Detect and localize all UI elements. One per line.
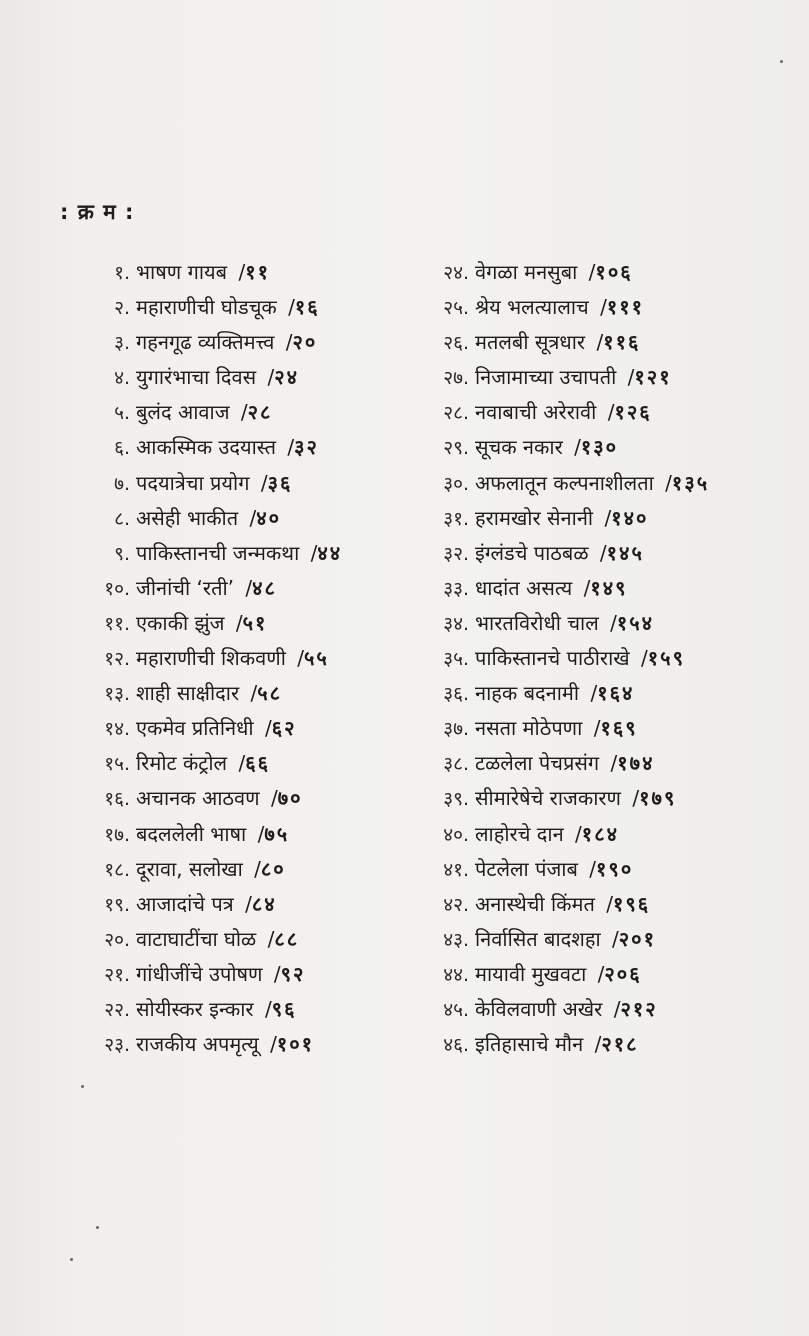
page-separator: / [575,821,582,846]
page-separator: / [270,786,278,811]
chapter-page-number: १७४ [617,751,655,776]
chapter-page-number: १७९ [639,786,677,811]
chapter-page-number: २१२ [620,996,658,1021]
chapter-number: १२. [104,648,130,671]
chapter-title: एकमेव प्रतिनिधी [136,716,254,741]
chapter-number: ३४. [443,612,469,635]
page-separator: / [612,926,619,951]
page-separator: / [254,856,261,881]
contents-entry [77,746,342,781]
chapter-title: राजकीय अपमृत्यू [136,1032,259,1057]
contents-entry [416,255,709,290]
page-separator: / [310,540,318,565]
contents-entry [416,781,709,816]
chapter-number: ४६. [443,1034,469,1057]
chapter-title: इतिहासाचे मौन [475,1032,584,1057]
contents-entry [416,571,709,606]
contents-entry [416,852,709,887]
page-separator: / [249,505,257,530]
page-separator: / [593,716,601,741]
contents-entry [416,395,709,430]
chapter-page-number: १६९ [600,716,638,741]
chapter-title: श्रेय भलत्यालाच [475,295,589,320]
chapter-number: ७. [114,472,130,495]
contents-entry [77,817,342,852]
chapter-number: ३०. [443,472,469,495]
chapter-title: निजामाच्या उचापती [475,365,617,390]
chapter-title: गांधीजींचे उपोषण [136,961,263,986]
chapter-number: ३१. [443,507,469,530]
contents-entry [77,430,342,465]
chapter-number: ४३. [443,928,469,951]
chapter-number: ३९. [443,788,469,811]
contents-heading: : क्र म : [60,200,135,224]
chapter-number: १९. [104,893,130,916]
contents-entry [77,606,342,641]
chapter-number: २३. [104,1034,130,1057]
contents-entry [77,641,342,676]
contents-list-left [77,255,342,1062]
chapter-number: ६. [114,437,130,460]
chapter-page-number: १०१ [276,1032,315,1057]
chapter-title: मायावी मुखवटा [475,961,587,986]
contents-entry [416,606,709,641]
chapter-title: दूरावा, सलोखा [136,856,243,881]
page-separator: / [597,961,605,986]
chapter-page-number: ३२ [294,435,319,460]
chapter-title: सोयीस्कर इन्कार [136,996,254,1021]
chapter-number: ४२. [443,893,469,916]
chapter-title: पेटलेला पंजाब [475,856,578,881]
chapter-title: मतलबी सूत्रधार [475,330,586,355]
paper-speck [96,1226,99,1229]
chapter-page-number: १९० [596,856,634,881]
contents-entry [416,430,709,465]
chapter-number: ८. [114,507,130,530]
chapter-title: पाकिस्तानची जन्मकथा [136,540,300,565]
chapter-page-number: ८८ [274,926,300,951]
page-separator: / [240,400,248,425]
chapter-number: २१. [104,963,130,986]
page-separator: / [257,821,265,846]
chapter-number: ३२. [443,542,469,565]
page-separator: / [297,646,305,671]
chapter-title: बुलंद आवाज [136,400,230,425]
chapter-title: नवाबाची अरेरावी [475,400,597,425]
chapter-title: रिमोट कंट्रोल [136,751,228,776]
chapter-page-number: ६६ [245,751,271,776]
chapter-title: नाहक बदनामी [475,681,580,706]
chapter-page-number: ३६ [267,470,293,495]
chapter-number: ४५. [443,998,469,1021]
contents-entry [416,887,709,922]
chapter-page-number: १३० [580,435,619,460]
chapter-page-number: १९६ [612,891,651,916]
chapter-title: हरामखोर सेनानी [475,505,594,530]
contents-entry [77,711,342,746]
page-separator: / [665,470,672,495]
chapter-title: भारतविरोधी चाल [475,610,599,635]
contents-entry [77,536,342,571]
contents-entry [416,676,709,711]
chapter-title: पदयात्रेचा प्रयोग [136,470,250,495]
chapter-title: शाही साक्षीदार [136,681,240,706]
page-separator: / [238,751,246,776]
chapter-page-number: ११६ [603,330,641,355]
chapter-page-number: २० [292,330,318,355]
page-separator: / [245,891,252,916]
chapter-page-number: ११ [245,260,270,284]
chapter-page-number: २०६ [604,961,642,986]
chapter-page-number: १५९ [647,646,685,671]
chapter-title: निर्वासित बादशहा [475,926,601,951]
chapter-title: पाकिस्तानचे पाठीराखे [475,646,630,671]
page-separator: / [285,330,293,355]
chapter-page-number: ८४ [251,891,277,916]
chapter-title: इंग्लंडचे पाठबळ [475,540,589,565]
page-separator: / [287,435,295,460]
contents-entry [416,746,709,781]
contents-entry [416,711,709,746]
chapter-page-number: १११ [606,295,645,320]
contents-entry [77,571,342,606]
contents-entry [77,852,342,887]
chapter-title: सूचक नकार [475,435,563,460]
contents-entry [77,501,342,536]
page-separator: / [574,435,581,460]
chapter-title: आकस्मिक उदयास्त [136,435,276,460]
chapter-number: २२. [104,998,130,1021]
chapter-number: २. [114,297,130,320]
chapter-title: आजादांचे पत्र [136,891,234,916]
contents-entry [77,676,342,711]
chapter-title: केविलवाणी अखेर [475,996,603,1021]
chapter-page-number: २८ [247,400,273,425]
chapter-title: बदललेली भाषा [136,821,247,846]
chapter-title: सीमारेषेचे राजकारण [475,786,622,811]
chapter-page-number: ७५ [264,821,290,846]
page-separator: / [589,856,597,881]
chapter-number: ३. [114,332,130,355]
chapter-title: वाटाघाटींचा घोळ [136,926,257,951]
chapter-number: ५. [114,402,130,425]
contents-entry [77,781,342,816]
page-separator: / [590,681,598,706]
page-separator: / [288,295,295,320]
page-separator: / [238,260,246,284]
contents-entry [416,536,709,571]
page-separator: / [606,891,613,916]
contents-entry [416,992,709,1027]
page-separator: / [607,400,615,425]
page-separator: / [583,575,591,600]
chapter-number: १०. [104,577,130,600]
chapter-page-number: १५४ [616,610,655,635]
chapter-title: जीनांची ‘रती’ [136,575,235,600]
chapter-number: २०. [104,928,130,951]
chapter-page-number: ९६ [271,996,297,1021]
page-separator: / [610,610,617,635]
chapter-number: ४. [114,367,130,390]
contents-entry [77,466,342,501]
contents-entry [77,325,342,360]
chapter-number: ३७. [443,718,469,741]
chapter-title: भाषण गायब [136,260,228,284]
chapter-number: १४. [104,718,130,741]
chapter-title: अचानक आठवण [136,786,260,811]
chapter-number: १५. [104,753,130,776]
contents-entry [416,501,709,536]
chapter-page-number: ४४ [317,540,343,565]
chapter-number: ३५. [443,648,469,671]
chapter-title: महाराणीची शिकवणी [136,646,286,671]
page-separator: / [599,540,607,565]
chapter-number: १६. [104,788,130,811]
chapter-title: गहनगूढ व्यक्तिमत्त्व [136,330,275,355]
chapter-title: एकाकी झुंज [136,610,225,635]
page-separator: / [267,926,275,951]
page-separator: / [610,751,618,776]
chapter-page-number: २१८ [601,1032,639,1057]
page-separator: / [264,716,272,741]
contents-entry [77,957,342,992]
chapter-page-number: ६२ [271,716,297,741]
chapter-page-number: १४५ [606,540,644,565]
contents-entry [416,466,709,501]
page-separator: / [632,786,640,811]
page-separator: / [250,681,258,706]
chapter-title: अफलातून कल्पनाशीलता [475,470,654,495]
paper-speck [81,1085,84,1088]
chapter-number: १३. [104,683,130,706]
contents-entry [416,817,709,852]
chapter-page-number: १६ [294,295,320,320]
chapter-page-number: १६४ [597,681,635,706]
page-separator: / [613,996,621,1021]
page-separator: / [270,1032,277,1057]
chapter-title: धादांत असत्य [475,575,573,600]
chapter-page-number: १३५ [671,470,710,495]
paper-speck [780,60,783,63]
chapter-number: १. [114,262,130,284]
page-separator: / [273,961,281,986]
contents-entry [77,922,342,957]
chapter-title: टळलेला पेचप्रसंग [475,751,600,776]
chapter-number: ९. [114,542,130,565]
contents-entry [77,1027,342,1062]
chapter-number: १८. [104,858,130,881]
chapter-number: २४. [443,262,469,284]
chapter-page-number: १०६ [595,260,633,284]
page-separator: / [596,330,604,355]
contents-entry [77,992,342,1027]
chapter-number: ४०. [443,823,469,846]
chapter-number: २८. [443,402,469,425]
contents-entry [77,395,342,430]
contents-list-right [416,255,709,1062]
chapter-page-number: ५५ [304,646,329,671]
contents-entry [77,360,342,395]
chapter-number: २५. [443,297,469,320]
page-separator: / [641,646,648,671]
page-separator: / [627,365,635,390]
chapter-page-number: ४८ [252,575,277,600]
chapter-title: वेगळा मनसुबा [475,260,578,284]
chapter-page-number: ५८ [257,681,283,706]
chapter-page-number: ४० [256,505,282,530]
contents-entry [77,887,342,922]
chapter-number: ३३. [443,577,469,600]
chapter-number: १७. [104,823,130,846]
chapter-number: २९. [443,437,469,460]
page-separator: / [260,470,268,495]
page-separator: / [264,996,272,1021]
contents-entry [416,957,709,992]
chapter-page-number: ७० [277,786,303,811]
contents-entry [77,255,342,290]
contents-entry [416,922,709,957]
paper-speck [70,1258,73,1261]
contents-entry [416,290,709,325]
chapter-title: अनास्थेची किंमत [475,891,595,916]
chapter-title: लाहोरचे दान [475,821,564,846]
page-separator: / [235,610,243,635]
chapter-title: नसता मोठेपणा [475,716,583,741]
contents-entry [416,360,709,395]
chapter-title: महाराणीची घोडचूक [136,295,277,320]
chapter-number: ३८. [443,753,469,776]
chapter-page-number: १२१ [634,365,672,390]
chapter-page-number: १८४ [581,821,619,846]
contents-entry [416,325,709,360]
contents-entry [416,641,709,676]
contents-entry [416,1027,709,1062]
chapter-page-number: १४९ [590,575,628,600]
page-separator: / [604,505,612,530]
chapter-page-number: ५१ [242,610,268,635]
chapter-page-number: ८० [260,856,286,881]
page-separator: / [600,295,607,320]
page-separator: / [267,365,275,390]
page-separator: / [594,1032,602,1057]
chapter-number: २७. [443,367,469,390]
chapter-number: ४४. [443,963,469,986]
chapter-page-number: १२६ [614,400,652,425]
chapter-page-number: १४० [611,505,649,530]
chapter-number: ४१. [443,858,469,881]
chapter-page-number: ९२ [280,961,306,986]
page-separator: / [245,575,253,600]
chapter-page-number: २४ [274,365,300,390]
chapter-page-number: २०१ [618,926,656,951]
chapter-number: ३६. [443,683,469,706]
chapter-number: ११. [104,612,130,635]
contents-entry [77,290,342,325]
chapter-title: युगारंभाचा दिवस [136,365,257,390]
chapter-title: असेही भाकीत [136,505,239,530]
page-separator: / [588,260,596,284]
chapter-number: २६. [443,332,469,355]
